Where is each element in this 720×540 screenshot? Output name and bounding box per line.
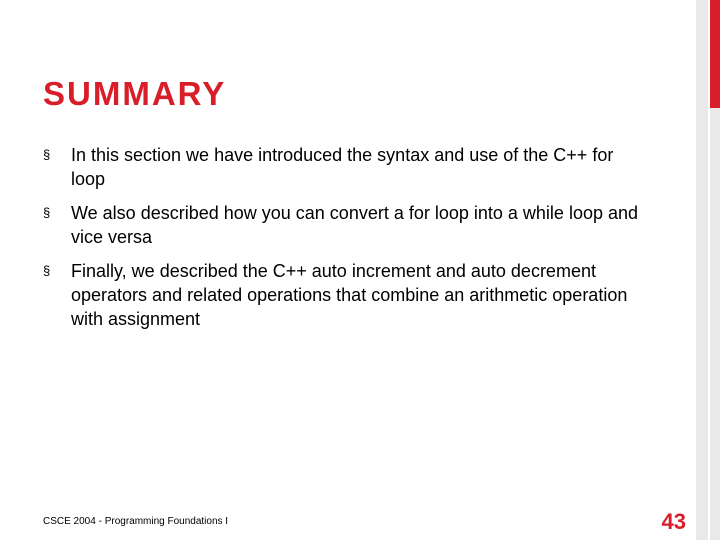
bullet-marker-icon: § — [43, 147, 51, 162]
bullet-item — [43, 259, 643, 331]
bullet-list — [43, 143, 643, 341]
side-bar-grey — [696, 0, 708, 540]
bullet-text: We also described how you can convert a for loop into a while loop and vice versa — [71, 203, 639, 247]
bullet-marker-icon: § — [43, 205, 51, 220]
side-bar-lower — [710, 108, 720, 540]
side-bar-accent — [710, 0, 720, 108]
bullet-marker-icon: § — [43, 263, 51, 278]
bullet-item — [43, 143, 643, 191]
slide-number: 43 — [661, 509, 686, 534]
bullet-text: In this section we have introduced the syntax and use of the C++ for loop — [71, 145, 614, 189]
footer-course-name: CSCE 2004 - Programming Foundations I — [43, 516, 229, 527]
bullet-item — [43, 201, 643, 249]
slide-title: SUMMARY — [43, 75, 227, 112]
bullet-text: Finally, we described the C++ auto increment and auto decrement operators and related operations that combine an arithmetic operation with assignment — [71, 261, 628, 329]
